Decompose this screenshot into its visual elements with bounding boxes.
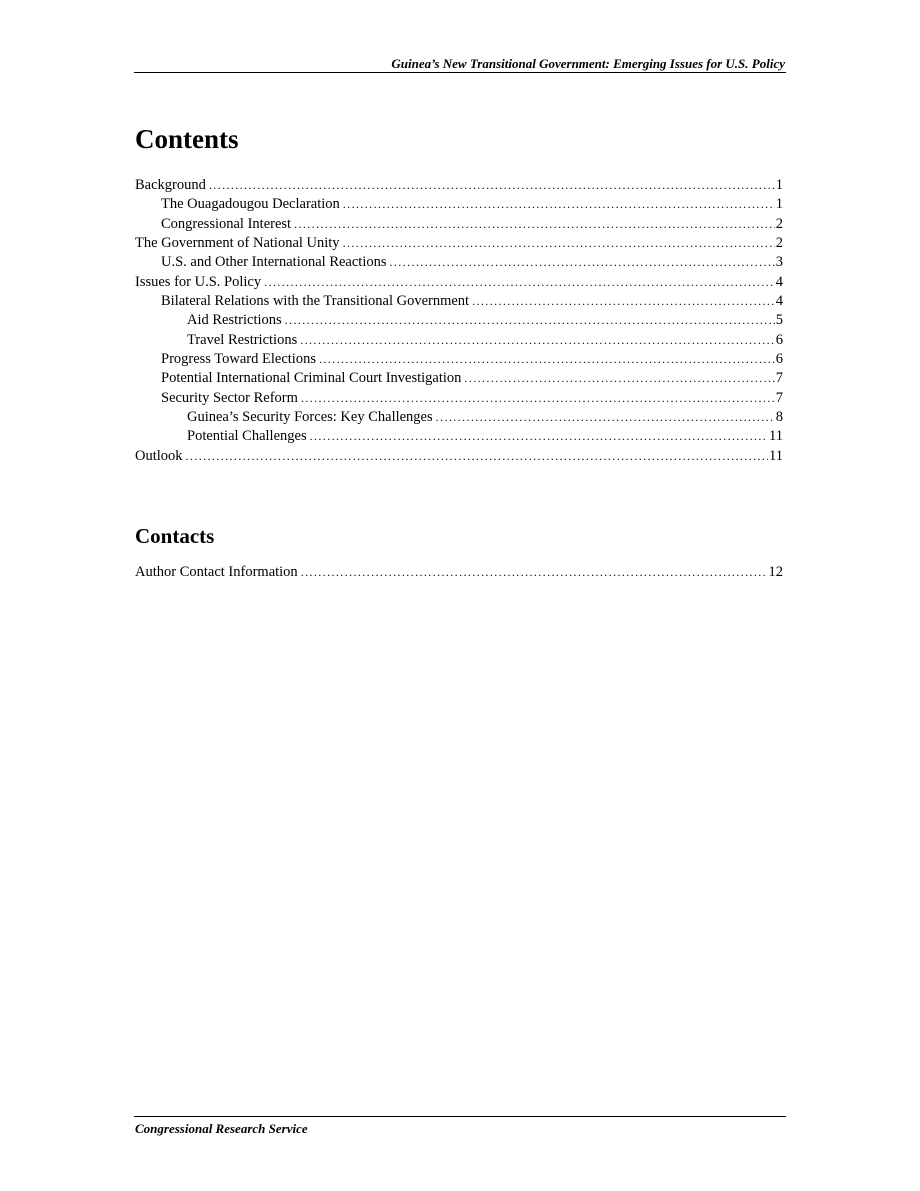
toc-entry[interactable] (135, 389, 783, 408)
toc-entry[interactable] (135, 176, 783, 195)
dot-leader (301, 389, 775, 408)
running-footer (134, 1116, 786, 1136)
toc-entry[interactable] (135, 311, 783, 330)
toc-entry-label: U.S. and Other International Reactions (161, 254, 387, 271)
toc-entry-label: The Ouagadougou Declaration (161, 196, 340, 213)
toc-entry[interactable] (135, 253, 783, 272)
toc-entry-page: 6 (775, 351, 783, 368)
dot-leader (300, 331, 775, 350)
toc-entry[interactable] (135, 234, 783, 253)
contents-heading: Contents (135, 124, 239, 154)
contacts-heading: Contacts (135, 524, 215, 548)
toc-entry[interactable] (135, 292, 783, 311)
toc-entry[interactable] (135, 215, 783, 234)
toc-entry-page: 7 (775, 370, 783, 387)
contacts-list (135, 563, 783, 582)
toc-entry[interactable] (135, 369, 783, 388)
toc-entry[interactable] (135, 331, 783, 350)
header-title: Guinea’s New Transitional Government: Emerging Issues for U.S. Policy (391, 56, 785, 71)
toc-entry-page: 11 (769, 447, 783, 464)
dot-leader (186, 447, 769, 466)
toc-entry-page: 1 (775, 177, 783, 193)
toc-entry-page: 7 (775, 389, 783, 406)
dot-leader (264, 273, 775, 292)
dot-leader (464, 369, 774, 388)
footer-text: Congressional Research Service (135, 1121, 308, 1136)
toc-entry[interactable] (135, 447, 783, 466)
toc-entry-page: 2 (775, 215, 783, 232)
toc-entry-label: Issues for U.S. Policy (135, 273, 262, 290)
toc-entry-label: Guinea’s Security Forces: Key Challenges (187, 409, 433, 426)
toc-entry-label: Bilateral Relations with the Transitional Government (161, 293, 470, 310)
dot-leader (390, 253, 775, 272)
toc-entry-page: 1 (775, 196, 783, 213)
toc-entry[interactable] (135, 350, 783, 369)
toc-entry-page: 8 (775, 409, 783, 426)
dot-leader (285, 311, 775, 330)
toc-entry-label: Potential Challenges (187, 428, 307, 445)
toc-entry-page: 4 (775, 293, 783, 310)
toc-entry[interactable] (135, 408, 783, 427)
running-header (134, 54, 786, 73)
toc-entry-label: Travel Restrictions (187, 331, 298, 348)
toc-entry-page: 2 (775, 235, 783, 252)
toc-entry-label: Security Sector Reform (161, 389, 298, 406)
toc-entry[interactable] (135, 563, 783, 582)
toc-entry[interactable] (135, 195, 783, 214)
toc-entry-page: 12 (768, 564, 783, 580)
dot-leader (436, 408, 775, 427)
dot-leader (310, 427, 768, 446)
dot-leader (209, 176, 775, 195)
toc-entry-page: 4 (775, 273, 783, 290)
toc-entry[interactable] (135, 273, 783, 292)
toc-entry-page: 3 (775, 254, 783, 271)
dot-leader (301, 563, 768, 582)
toc-entry-label: Outlook (135, 447, 183, 464)
toc-entry-label: Congressional Interest (161, 215, 292, 232)
contents-list (135, 176, 783, 466)
toc-entry-page: 5 (775, 312, 783, 329)
dot-leader (343, 195, 775, 214)
toc-entry-page: 6 (775, 331, 783, 348)
toc-entry[interactable] (135, 427, 783, 446)
dot-leader (343, 234, 775, 253)
toc-entry-label: Author Contact Information (135, 564, 298, 580)
dot-leader (319, 350, 775, 369)
toc-entry-label: The Government of National Unity (135, 235, 340, 252)
dot-leader (472, 292, 775, 311)
toc-entry-label: Progress Toward Elections (161, 351, 316, 368)
toc-entry-label: Aid Restrictions (187, 312, 282, 329)
toc-entry-label: Potential International Criminal Court Investigation (161, 370, 462, 387)
toc-entry-label: Background (135, 177, 206, 193)
toc-entry-page: 11 (769, 428, 783, 445)
dot-leader (294, 215, 775, 234)
